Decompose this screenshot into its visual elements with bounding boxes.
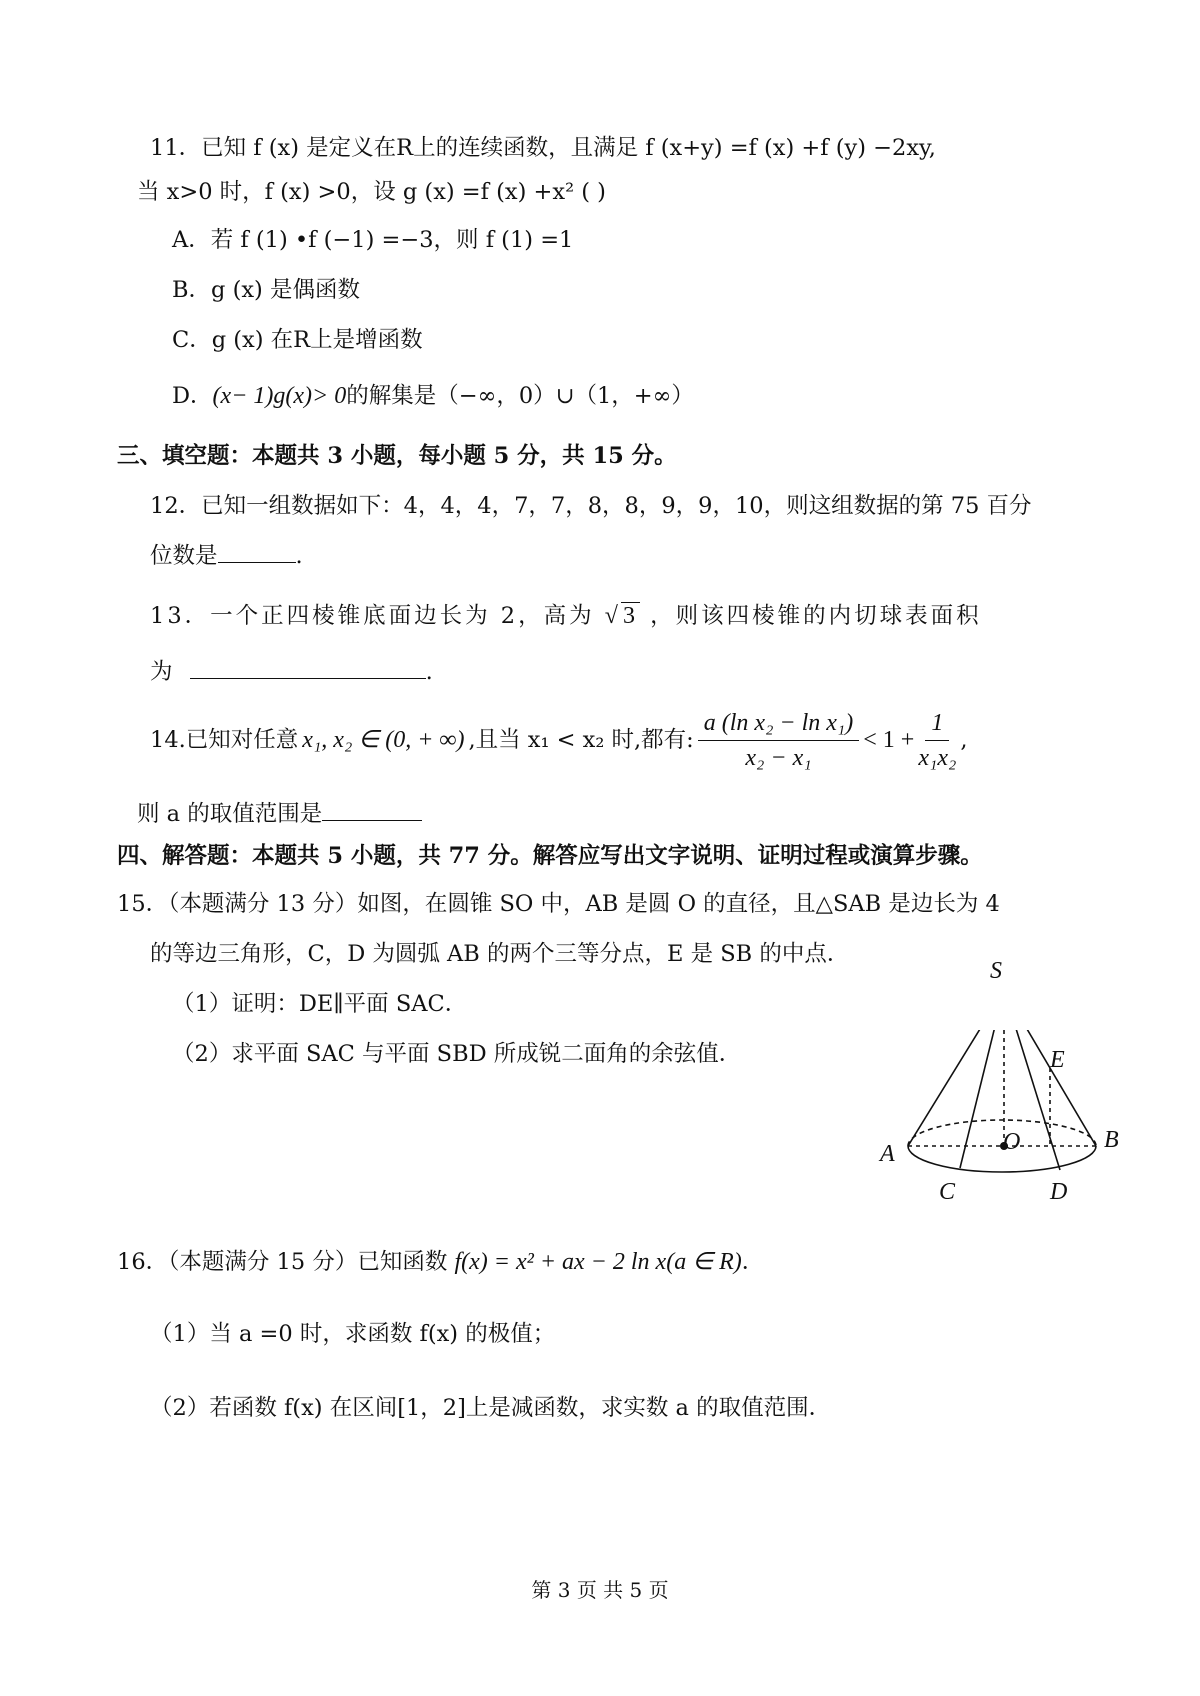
q13-line2-suffix: . xyxy=(425,659,433,685)
q13-line2 xyxy=(150,656,433,688)
option-d-label: D． xyxy=(172,383,213,409)
q11-option-c: C．g (x) 在R上是增函数 xyxy=(172,327,423,353)
q16-function-expression: f(x) = x² + ax − 2 ln x(a ∈ R) xyxy=(454,1249,742,1275)
q11-line2: 当 x>0 时，f (x) >0，设 g (x) =f (x) +x² ( ) xyxy=(137,179,606,205)
base-ellipse-front xyxy=(908,1146,1096,1172)
q14-vars: x₁, x₂ ∈ (0, + ∞) xyxy=(302,727,465,753)
q14-line2 xyxy=(137,798,422,830)
q11-line1: 11．已知 f (x) 是定义在R上的连续函数，且满足 f (x+y) =f (x) +f (y) −2xy, xyxy=(150,135,936,161)
label-C: C xyxy=(939,1179,956,1205)
q14-line2-prefix: 则 a 的取值范围是 xyxy=(137,801,323,827)
q11-option-d xyxy=(172,380,694,412)
q14-fraction-second xyxy=(918,708,956,773)
section-3-heading: 三、填空题：本题共 3 小题，每小题 5 分，共 15 分。 xyxy=(117,443,677,469)
q13-line1-prefix: 13．一个正四棱锥底面边长为 2，高为 xyxy=(150,603,595,629)
label-D: D xyxy=(1050,1179,1068,1205)
sqrt-expression: √3 xyxy=(604,603,638,629)
label-E: E xyxy=(1050,1047,1065,1073)
q13-line1-suffix: ，则该四棱锥的内切球表面积 xyxy=(650,603,982,629)
q16-prefix: 16．（本题满分 15 分）已知函数 xyxy=(117,1249,448,1275)
q14-condition: ,且当 x₁ < x₂ 时,都有: xyxy=(468,727,694,753)
cone-figure xyxy=(880,1030,1140,1300)
q12-answer-blank[interactable] xyxy=(218,542,296,563)
q13-line2-prefix: 为 xyxy=(150,659,173,685)
label-O: O xyxy=(1003,1129,1021,1155)
fraction-numerator: a (ln x₂ − ln x₁) xyxy=(698,708,860,741)
label-A: A xyxy=(880,1141,895,1167)
fraction2-denominator: x₁x₂ xyxy=(918,744,957,771)
fraction-denominator: x₂ − x₁ xyxy=(745,744,812,771)
q15-part2: （2）求平面 SAC 与平面 SBD 所成锐二面角的余弦值． xyxy=(172,1041,742,1067)
q14-answer-blank[interactable] xyxy=(322,800,422,821)
q12-line2 xyxy=(150,540,303,572)
q16-part1: （1）当 a =0 时，求函数 f(x) 的极值； xyxy=(150,1321,556,1347)
sqrt-radicand: 3 xyxy=(622,603,638,629)
q11-option-b: B．g (x) 是偶函数 xyxy=(172,277,360,303)
q12-line2-suffix: . xyxy=(295,543,303,569)
label-S: S xyxy=(990,958,1002,984)
q12-line2-prefix: 位数是 xyxy=(150,543,218,569)
q14-fraction-main xyxy=(698,708,860,773)
q14-line1 xyxy=(150,704,968,776)
option-d-text: 的解集是（−∞，0）∪（1，+∞） xyxy=(346,383,694,409)
q14-prefix: 14.已知对任意 xyxy=(150,727,299,753)
q15-line2: 的等边三角形，C，D 为圆弧 AB 的两个三等分点，E 是 SB 的中点． xyxy=(150,941,850,967)
q12-line1: 12．已知一组数据如下：4，4，4，7，7，8，8，9，9，10，则这组数据的第 75 百分 xyxy=(150,493,1032,519)
q15-line1: 15．（本题满分 13 分）如图，在圆锥 SO 中，AB 是圆 O 的直径，且△SAB 是边长为 4 xyxy=(117,891,1000,917)
option-d-expression: (x− 1)g(x)> 0 xyxy=(212,383,347,409)
page-footer: 第 3 页 共 5 页 xyxy=(531,1578,669,1602)
q16-line1 xyxy=(117,1246,764,1278)
section-4-heading: 四、解答题：本题共 5 小题，共 77 分。解答应写出文字说明、证明过程或演算步骤。 xyxy=(117,843,983,869)
q14-end: , xyxy=(960,727,968,753)
q15-part1: （1）证明：DE∥平面 SAC． xyxy=(172,991,468,1017)
base-ellipse-back xyxy=(908,1120,1096,1146)
q16-part2: （2）若函数 f(x) 在区间[1，2]上是减函数，求实数 a 的取值范围． xyxy=(150,1395,832,1421)
q14-inequality: < 1 + xyxy=(863,727,915,753)
q13-answer-blank[interactable] xyxy=(190,658,426,679)
q11-option-a: A．若 f (1) •f (−1) =−3，则 f (1) =1 xyxy=(172,227,574,253)
fraction2-numerator: 1 xyxy=(925,708,949,741)
q13-line1 xyxy=(150,600,982,632)
label-B: B xyxy=(1104,1127,1119,1153)
q16-suffix: ． xyxy=(741,1249,765,1275)
